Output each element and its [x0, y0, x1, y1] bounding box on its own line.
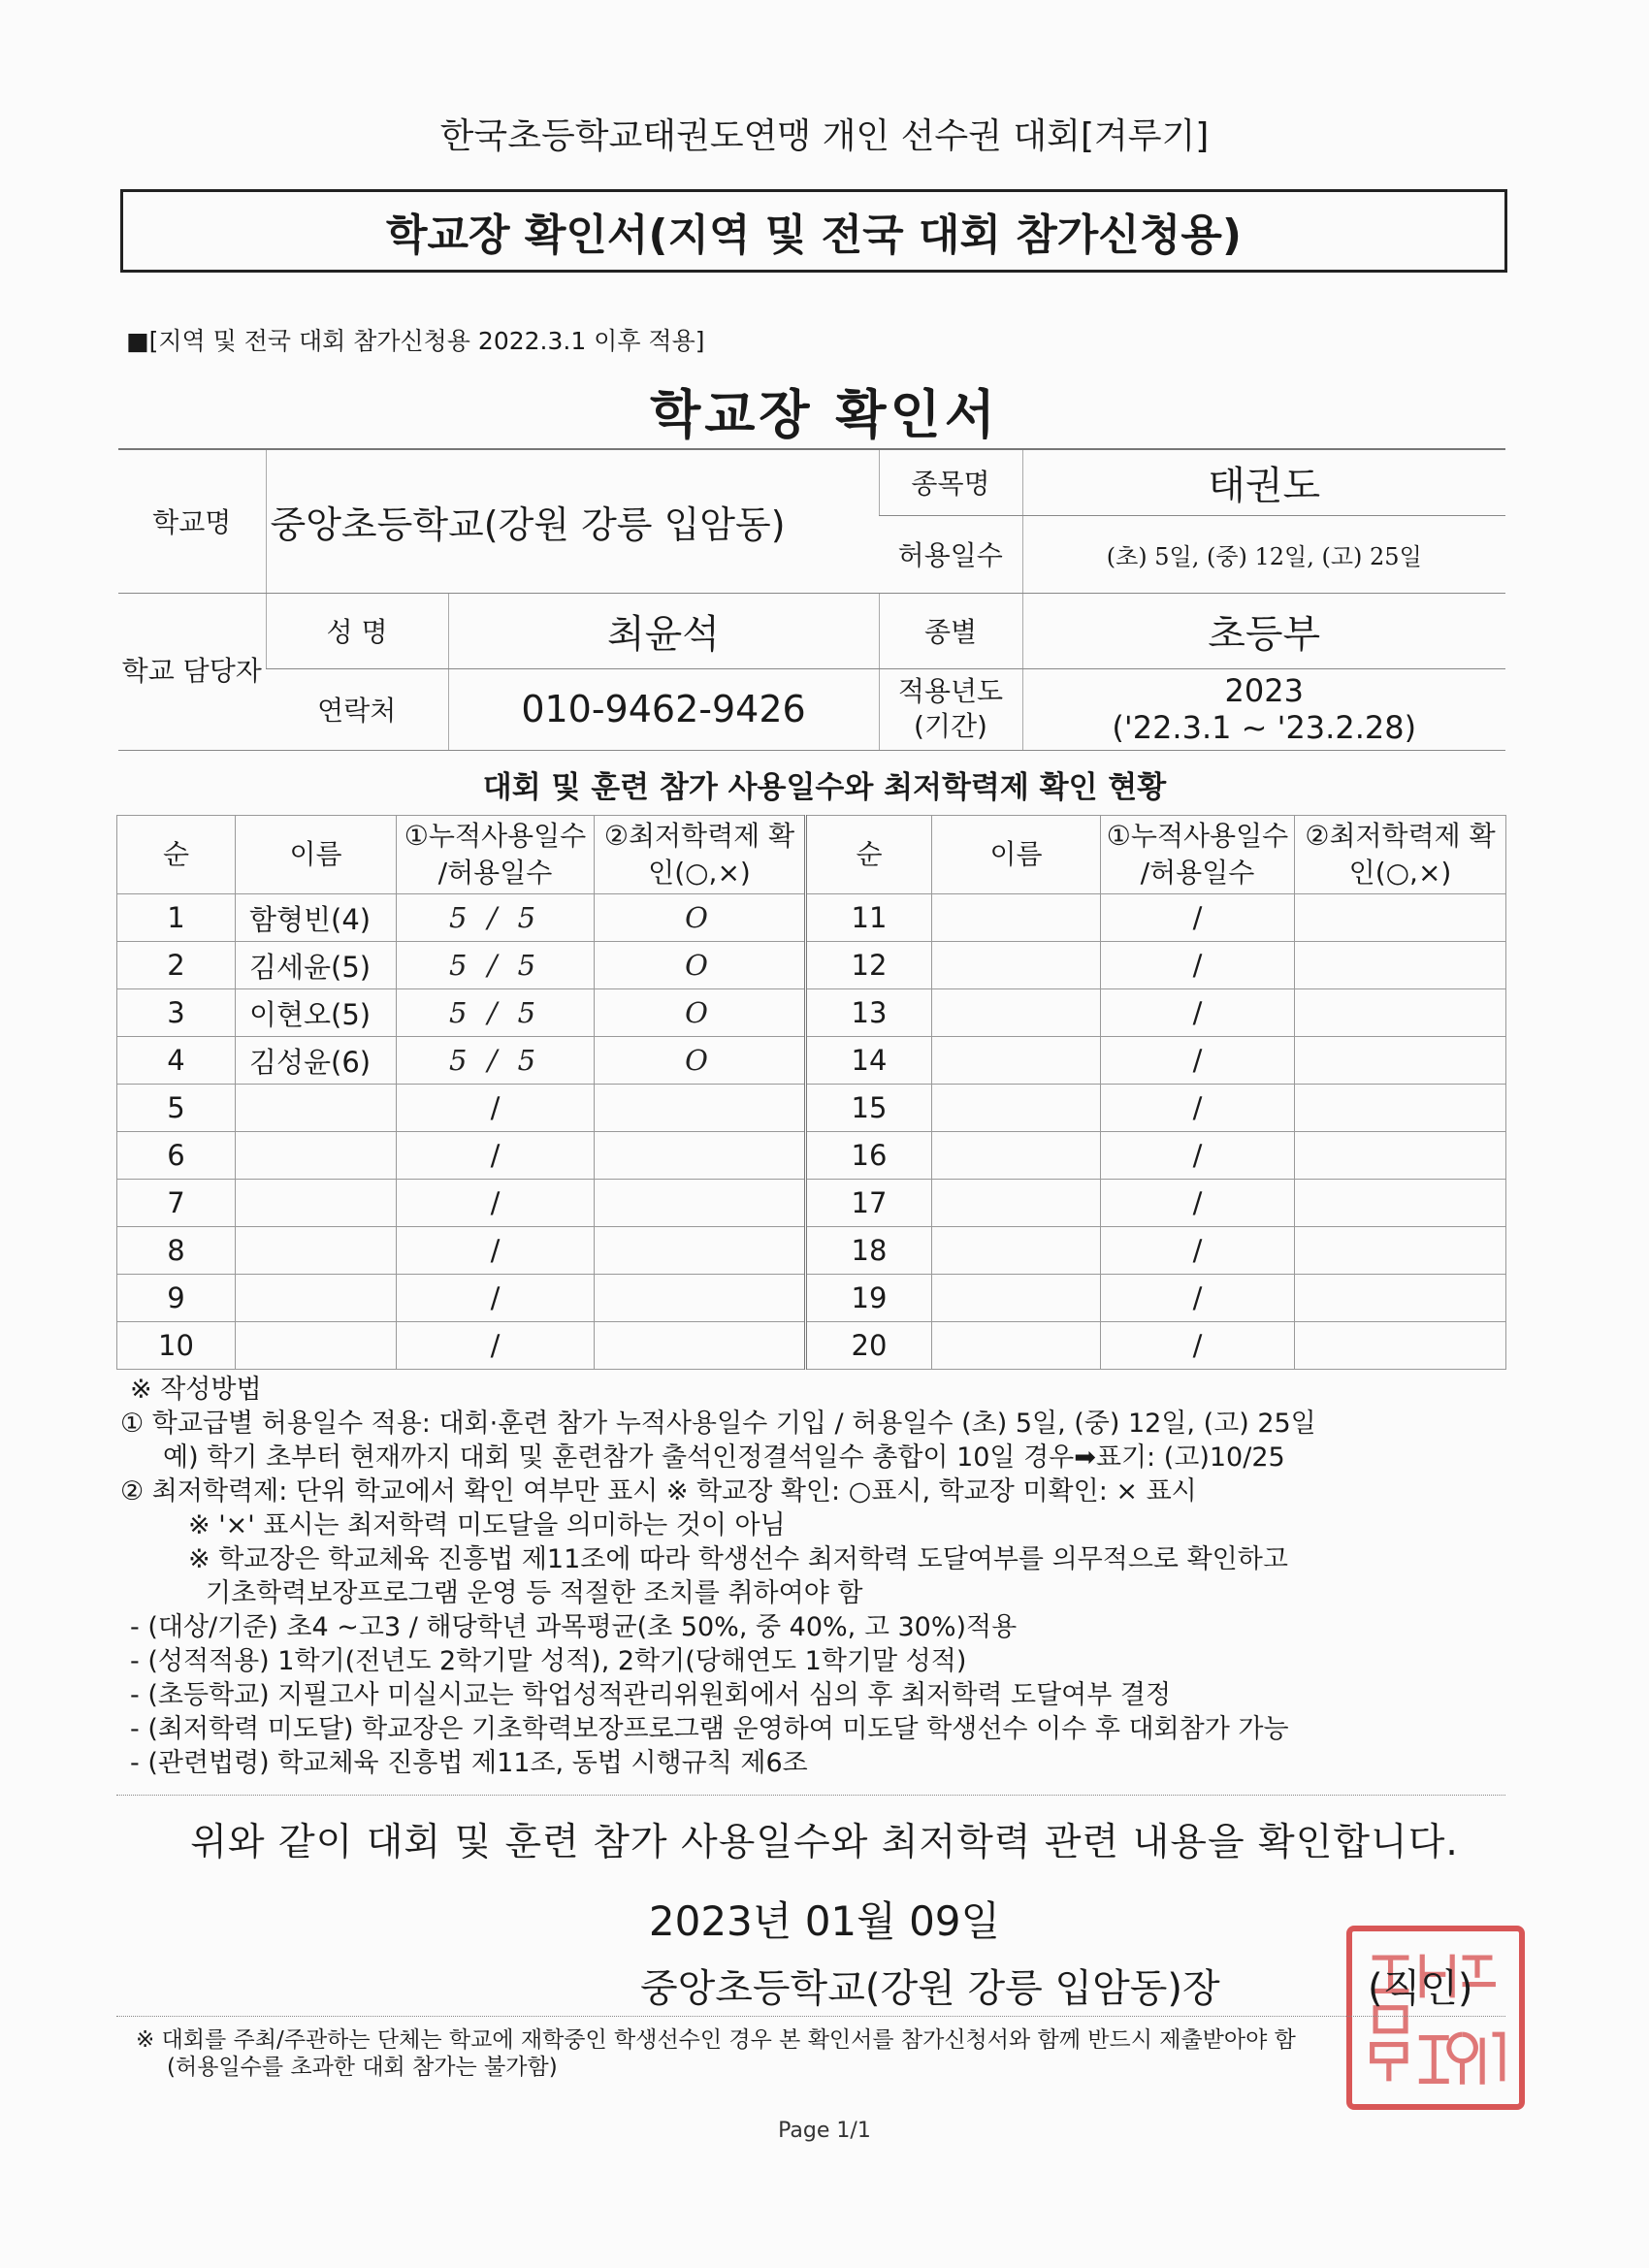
writing-instructions [120, 1373, 1507, 1780]
row-days-2: / [1101, 1322, 1295, 1370]
method-line-3: ② 최저학력제: 단위 학교에서 확인 여부만 표시 ※ 학교장 확인: ○표시, 학교장 미확인: × 표시 [120, 1476, 1197, 1507]
row-name-2 [932, 1180, 1101, 1227]
method-line-4: ※ '×' 표시는 최저학력 미도달을 의미하는 것이 아님 [188, 1510, 786, 1540]
table-row [117, 1037, 1506, 1085]
col-check-2: ②최저학력제 확인(○,×) [1295, 816, 1506, 894]
row-no: 10 [117, 1322, 236, 1370]
method-line-6: 기초학력보장프로그램 운영 등 적절한 조치를 취하여야 함 [206, 1578, 863, 1608]
row-check-2 [1295, 942, 1506, 989]
row-check-2 [1295, 1037, 1506, 1085]
row-days: / [397, 1227, 595, 1275]
info-table [118, 448, 1505, 751]
row-check-2 [1295, 1132, 1506, 1180]
row-name-2 [932, 1275, 1101, 1322]
row-check [595, 1180, 806, 1227]
document-title: 학교장 확인서 [650, 384, 999, 445]
sport-value: 태권도 [1022, 449, 1505, 515]
row-no-2: 17 [806, 1180, 932, 1227]
issue-date: 2023년 01월 09일 [648, 1897, 1001, 1945]
row-no: 3 [117, 989, 236, 1037]
row-name [236, 1227, 397, 1275]
row-no-2: 18 [806, 1227, 932, 1275]
row-days-2: / [1101, 1085, 1295, 1132]
row-name-2 [932, 1037, 1101, 1085]
row-no: 6 [117, 1132, 236, 1180]
row-name-2 [932, 894, 1101, 942]
row-no-2: 20 [806, 1322, 932, 1370]
method-title: ※ 작성방법 [130, 1375, 262, 1405]
footer-divider [116, 2016, 1505, 2017]
col-check: ②최저학력제 확인(○,×) [595, 816, 806, 894]
method-line-1: ① 학교급별 허용일수 적용: 대회·훈련 참가 누적사용일수 기입 / 허용일수 (초) 5일, (중) 12일, (고) 25일 [120, 1409, 1316, 1439]
category-value: 초등부 [1022, 593, 1505, 668]
row-check: O [595, 1037, 806, 1085]
footer-note: ※ 대회를 주최/주관하는 단체는 학교에 재학중인 학생선수인 경우 본 확인서를 참가신청서와 함께 반드시 제출받아야 함 [136, 2027, 1296, 2053]
method-line-10: - (최저학력 미도달) 학교장은 기초학력보장프로그램 운영하여 미도달 학생선수 이수 후 대회참가 가능 [130, 1714, 1289, 1744]
application-note: ■[지역 및 전국 대회 참가신청용 2022.3.1 이후 적용] [126, 327, 705, 355]
row-no: 4 [117, 1037, 236, 1085]
event-title: 한국초등학교태권도연맹 개인 선수권 대회[겨루기] [439, 116, 1210, 156]
year-period: ('22.3.1 ~ '23.2.28) [1112, 709, 1417, 746]
table-row [117, 1180, 1506, 1227]
row-no: 2 [117, 942, 236, 989]
row-days: / [397, 1322, 595, 1370]
row-no-2: 12 [806, 942, 932, 989]
status-title: 대회 및 훈련 참가 사용일수와 최저학력제 확인 현황 [482, 770, 1167, 805]
row-days-2: / [1101, 894, 1295, 942]
row-days: 5 / 5 [397, 989, 595, 1037]
row-check-2 [1295, 1322, 1506, 1370]
row-check [595, 1227, 806, 1275]
row-check-2 [1295, 1227, 1506, 1275]
method-line-2: 예) 학기 초부터 현재까지 대회 및 훈련참가 출석인정결석일수 총합이 10일 경우➡표기: (고)10/25 [163, 1442, 1285, 1473]
row-days: 5 / 5 [397, 942, 595, 989]
row-name [236, 1322, 397, 1370]
sport-label: 종목명 [879, 449, 1022, 515]
row-check-2 [1295, 1085, 1506, 1132]
row-no-2: 15 [806, 1085, 932, 1132]
contact-label: 연락처 [266, 668, 448, 750]
row-days-2: / [1101, 1227, 1295, 1275]
row-name [236, 1085, 397, 1132]
category-label: 종별 [879, 593, 1022, 668]
method-line-11: - (관련법령) 학교체육 진흥법 제11조, 동법 시행규칙 제6조 [130, 1748, 808, 1778]
row-days: / [397, 1132, 595, 1180]
row-name [236, 1275, 397, 1322]
row-name-2 [932, 1322, 1101, 1370]
form-title-box [120, 189, 1507, 273]
row-days-2: / [1101, 1132, 1295, 1180]
name-value: 최윤석 [448, 593, 879, 668]
row-check [595, 1132, 806, 1180]
form-title: 학교장 확인서(지역 및 전국 대회 참가신청용) [386, 211, 1242, 260]
col-no: 순 [117, 816, 236, 894]
table-row [117, 894, 1506, 942]
row-days-2: / [1101, 1275, 1295, 1322]
row-check [595, 1275, 806, 1322]
school-value: 중앙초등학교(강원 강릉 입암동) [266, 449, 879, 593]
col-name: 이름 [236, 816, 397, 894]
row-days-2: / [1101, 942, 1295, 989]
status-table [116, 815, 1506, 1370]
row-name-2 [932, 942, 1101, 989]
signer: 중앙초등학교(강원 강릉 입암동)장 [640, 1966, 1220, 2011]
row-days: / [397, 1275, 595, 1322]
method-line-8: - (성적적용) 1학기(전년도 2학기말 성적), 2학기(당해연도 1학기말 성적) [130, 1646, 967, 1676]
row-check [595, 1322, 806, 1370]
table-row [117, 942, 1506, 989]
row-no-2: 16 [806, 1132, 932, 1180]
year-value: 2023 [1224, 672, 1304, 709]
staff-label: 학교 담당자 [118, 593, 266, 750]
row-no-2: 13 [806, 989, 932, 1037]
row-name: 김세윤(5) [236, 942, 397, 989]
row-no-2: 14 [806, 1037, 932, 1085]
method-line-5: ※ 학교장은 학교체육 진흥법 제11조에 따라 학생선수 최저학력 도달여부를 의무적으로 확인하고 [188, 1544, 1288, 1574]
col-name-2: 이름 [932, 816, 1101, 894]
table-row [117, 1132, 1506, 1180]
row-name: 함형빈(4) [236, 894, 397, 942]
col-days: ①누적사용일수 /허용일수 [397, 816, 595, 894]
col-days-2: ①누적사용일수 /허용일수 [1101, 816, 1295, 894]
row-check: O [595, 989, 806, 1037]
table-row [117, 1275, 1506, 1322]
row-name: 김성윤(6) [236, 1037, 397, 1085]
footer-note-2: (허용일수를 초과한 대회 참가는 불가함) [167, 2055, 558, 2080]
table-row [117, 1227, 1506, 1275]
row-days: / [397, 1180, 595, 1227]
divider [116, 1795, 1505, 1796]
row-no: 1 [117, 894, 236, 942]
row-days: / [397, 1085, 595, 1132]
row-name-2 [932, 1132, 1101, 1180]
contact-value: 010-9462-9426 [448, 668, 879, 750]
method-line-7: - (대상/기준) 초4 ~고3 / 해당학년 과목평균(초 50%, 중 40%, 고 30%)적용 [130, 1612, 1018, 1642]
row-name-2 [932, 1227, 1101, 1275]
row-no-2: 11 [806, 894, 932, 942]
allowed-days-value: (초) 5일, (중) 12일, (고) 25일 [1022, 515, 1505, 593]
row-no: 7 [117, 1180, 236, 1227]
row-name [236, 1180, 397, 1227]
table-row [117, 989, 1506, 1037]
school-label: 학교명 [118, 449, 266, 593]
allowed-days-label: 허용일수 [879, 515, 1022, 593]
row-days-2: / [1101, 1037, 1295, 1085]
row-check: O [595, 942, 806, 989]
row-no-2: 19 [806, 1275, 932, 1322]
confirmation-statement: 위와 같이 대회 및 훈련 참가 사용일수와 최저학력 관련 내용을 확인합니다. [190, 1821, 1459, 1864]
row-days: 5 / 5 [397, 894, 595, 942]
table-row [117, 1085, 1506, 1132]
row-check-2 [1295, 989, 1506, 1037]
row-name-2 [932, 989, 1101, 1037]
row-name [236, 1132, 397, 1180]
name-label: 성 명 [266, 593, 448, 668]
row-days: 5 / 5 [397, 1037, 595, 1085]
method-line-9: - (초등학교) 지필고사 미실시교는 학업성적관리위원회에서 심의 후 최저학력 도달여부 결정 [130, 1680, 1172, 1710]
row-check: O [595, 894, 806, 942]
col-no-2: 순 [806, 816, 932, 894]
table-row [117, 1322, 1506, 1370]
year-label: 적용년도 (기간) [879, 668, 1022, 750]
row-days-2: / [1101, 1180, 1295, 1227]
row-name: 이현오(5) [236, 989, 397, 1037]
year-cell [1022, 668, 1505, 750]
seal-label: (직인) [1368, 1966, 1473, 2011]
official-seal [1346, 1926, 1525, 2110]
row-name-2 [932, 1085, 1101, 1132]
row-no: 8 [117, 1227, 236, 1275]
row-check-2 [1295, 894, 1506, 942]
row-check-2 [1295, 1275, 1506, 1322]
page-number: Page 1/1 [778, 2119, 871, 2143]
row-days-2: / [1101, 989, 1295, 1037]
row-no: 5 [117, 1085, 236, 1132]
row-check-2 [1295, 1180, 1506, 1227]
row-no: 9 [117, 1275, 236, 1322]
row-check [595, 1085, 806, 1132]
